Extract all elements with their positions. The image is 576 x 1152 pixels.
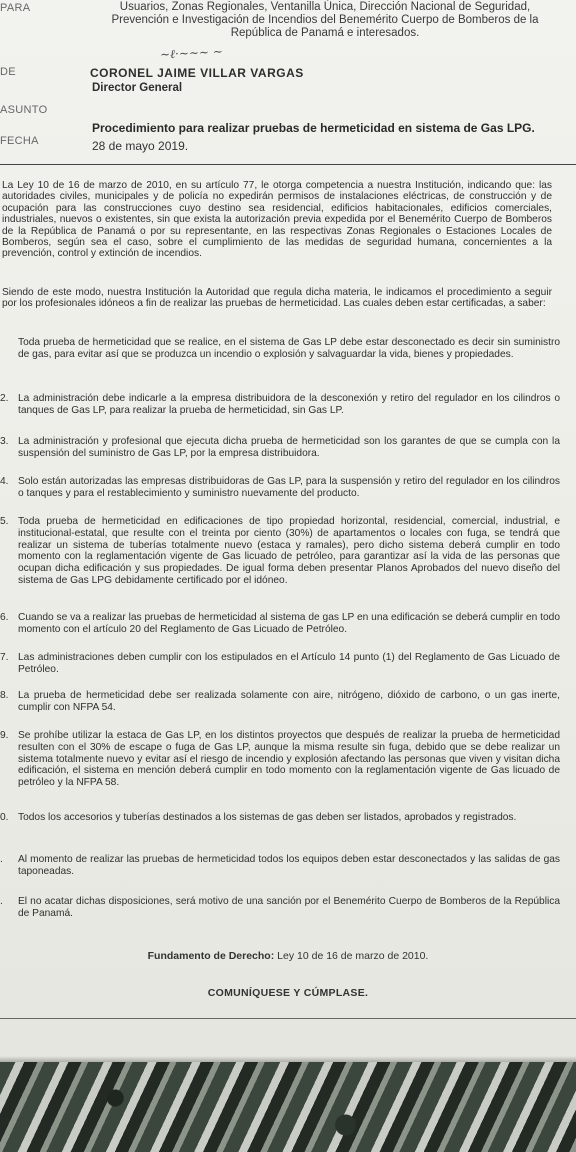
sender-title: Director General — [92, 82, 183, 94]
header-divider — [0, 164, 576, 165]
fecha-label: FECHA — [0, 135, 39, 147]
item-text: Cuando se va a realizar las pruebas de hermeticidad al sistema de gas LP en una edificación se deberá cumplir en todo momento con el artículo 20 del Reglamento de Gas Licuado de Petróleo. — [18, 612, 560, 635]
item-number: . — [0, 896, 3, 907]
item-number: 8. — [0, 690, 9, 701]
legal-basis — [0, 950, 576, 962]
item-number: 2. — [0, 393, 9, 404]
item-text: La administración debe indicarle a la empresa distribuidora de la desconexión y retiro del regulador en los cilindros o tanques de Gas LP, para realizar la prueba de hermeticidad, sin Gas LP. — [18, 393, 560, 416]
item-number: . — [0, 854, 3, 865]
item-text: Se prohíbe utilizar la estaca de Gas LP, en los distintos proyectos que después de realizar la prueba de hermeticidad resulten con el 30% de escape o fuga de Gas LP, aunque la misma resulte sin fuga, debido que se debe realizar un sistema totalmente nuevo y evitar así el riesgo de incendio y explosión afectando las personas que viven y visitan dicha edificación, el sistema en mención deberá cumplir en todo momento con la reglamentación vigente de Gas licuado de petróleo y la NFPA 58. — [18, 730, 560, 789]
intro-paragraph: Siendo de este modo, nuestra Institución la Autoridad que regula dicha materia, le indicamos el procedimiento a seguir por los profesionales idóneos a fin de realizar las pruebas de hermeticidad. Las cuales deben estar certificadas, a saber: — [2, 287, 552, 310]
background-floor — [0, 1062, 576, 1152]
signature-mark: ∼ℓ·∼∼∼ ∼ — [159, 44, 224, 62]
item-text: Solo están autorizadas las empresas distribuidoras de Gas LP, para la suspensión y retiro del regulador en los cilindros o tanques y para el restablecimiento y suministro nuevamente del producto. — [18, 476, 560, 499]
item-number: 9. — [0, 730, 9, 741]
item-text: La prueba de hermeticidad debe ser realizada solamente con aire, nitrógeno, dióxido de carbono, o un gas inerte, cumplir con NFPA 54. — [18, 690, 560, 713]
item-number: 4. — [0, 476, 9, 487]
para-line: Prevención e Investigación de Incendios del Benemérito Cuerpo de Bomberos de la — [111, 14, 539, 26]
para-label: PARA — [0, 2, 31, 14]
intro-paragraph: La Ley 10 de 16 de marzo de 2010, en su artículo 77, le otorga competencia a nuestra Institución, indicando que: las autoridades civiles, municipales y de policía no expedirán permisos de instalaciones eléctricas, de construcción y de ocupación para las construcciones cuyo destino sea residencial, edificios habitacionales, edificios comerciales, industriales, nuevos o existentes, sin que exista la autorización previa expedida por el Benemérito Cuerpo de Bomberos de la República de Panamá o por su representante, en las respectivas Zonas Regionales o Estaciones Locales de Bomberos, según sea el caso, sobre el cumplimiento de las medidas de seguridad humana, concernientes a la prevención, control y extinción de incendios. — [2, 180, 552, 260]
de-label: DE — [0, 66, 16, 78]
item-text: La administración y profesional que ejecuta dicha prueba de hermeticidad son los garantes de que se cumpla con la suspensión del suministro de Gas LP, por la empresa distribuidora. — [18, 436, 560, 459]
date: 28 de mayo 2019. — [92, 139, 189, 153]
legal-basis-text: Ley 10 de 16 de marzo de 2010. — [277, 950, 429, 962]
item-text: Toda prueba de hermeticidad que se realice, en el sistema de Gas LP debe estar desconectado es decir sin suministro de gas, para evitar así que se produzca un incendio o explosión y salvaguardar la vida, bienes y propiedades. — [18, 337, 560, 360]
sender-name: CORONEL JAIME VILLAR VARGAS — [90, 66, 304, 80]
item-number: 3. — [0, 436, 9, 447]
subject: Procedimiento para realizar pruebas de hermeticidad en sistema de Gas LPG. — [92, 121, 535, 135]
bottom-divider — [0, 1018, 576, 1019]
item-text: El no acatar dichas disposiciones, será motivo de una sanción por el Benemérito Cuerpo de Bomberos de la República de Panamá. — [18, 896, 560, 919]
item-number: 7. — [0, 652, 9, 663]
item-text: Todos los accesorios y tuberías destinados a los sistemas de gas deben ser listados, aprobados y registrados. — [18, 812, 517, 823]
item-text: Al momento de realizar las pruebas de hermeticidad todos los equipos deben estar desconectados y las salidas de gas taponeadas. — [18, 854, 560, 877]
para-line: República de Panamá e interesados. — [230, 27, 420, 39]
item-text: Las administraciones deben cumplir con los estipulados en el Artículo 14 punto (1) del Reglamento de Gas Licuado de Petróleo. — [18, 652, 560, 675]
item-text: Toda prueba de hermeticidad en edificaciones de tipo propiedad horizontal, residencial, comercial, industrial, e institucional-estatal, que resulte con el treinta por ciento (30%) de apartamentos o locales con fuga, se tendrá que realizar un sistema de tuberías totalmente nuevo (estaca y ramales), pero dicho sistema deberá cumplir en todo momento con la reglamentación vigente de Gas licuado de petróleo, para garantizar así la vida de las personas que ocupan dicha edificación y sus propiedades. De igual forma deben presentar Planos Aprobados del nuevo diseño del sistema de Gas LPG debidamente certificado por el idóneo. — [18, 516, 560, 586]
item-number: 0. — [0, 812, 9, 823]
para-recipients — [90, 1, 560, 40]
para-line: Usuarios, Zonas Regionales, Ventanilla Única, Dirección Nacional de Seguridad, — [119, 1, 531, 13]
item-number: 6. — [0, 612, 9, 623]
asunto-label: ASUNTO — [0, 104, 48, 116]
item-number: 5. — [0, 516, 9, 527]
legal-basis-label: Fundamento de Derecho: — [147, 950, 275, 962]
closing-statement: COMUNÍQUESE Y CÚMPLASE. — [207, 987, 369, 999]
